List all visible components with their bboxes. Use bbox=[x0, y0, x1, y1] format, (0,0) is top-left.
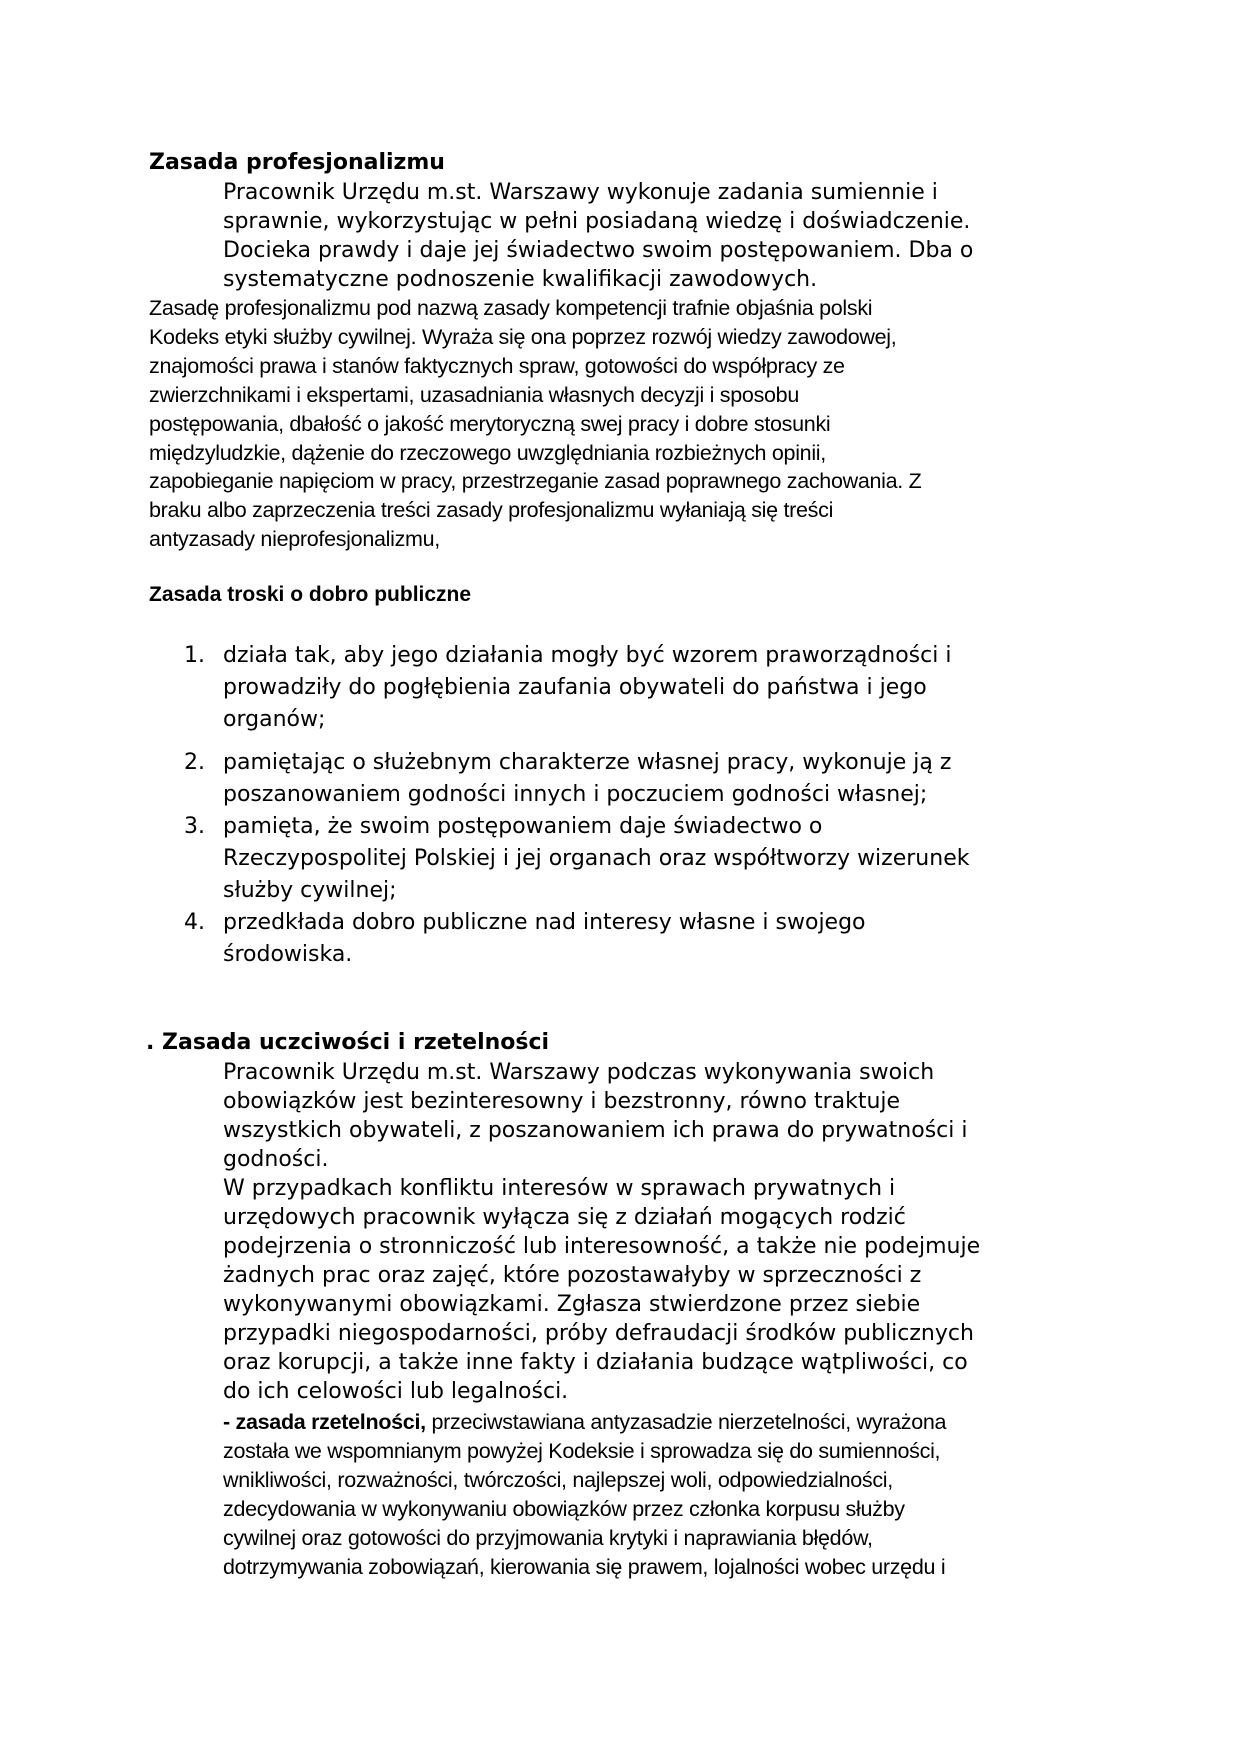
text-line: zapobieganie napięciom w pracy, przestrzeganie zasad poprawnego zachowania. Z bbox=[149, 469, 922, 494]
text-line: wykonywanymi obowiązkami. Zgłasza stwierdzone przez siebie bbox=[223, 1292, 921, 1317]
bold-term: - zasada rzetelności, bbox=[223, 1410, 426, 1434]
text-line: W przypadkach konfliktu interesów w sprawach prywatnych i bbox=[223, 1176, 896, 1201]
text-line: środowiska. bbox=[223, 942, 353, 967]
text-line bbox=[223, 1408, 946, 1437]
text-line: międzyludzkie, dążenie do rzeczowego uwzględniania rozbieżnych opinii, bbox=[149, 440, 826, 465]
text-line: dotrzymywania zobowiązań, kierowania się prawem, lojalności wobec urzędu i bbox=[223, 1554, 946, 1579]
text-line: żadnych prac oraz zajęć, które pozostawałyby w sprzeczności z bbox=[223, 1263, 922, 1288]
text-line: oraz korupcji, a także inne fakty i działania budzące wątpliwości, co bbox=[223, 1350, 968, 1375]
text-line: przypadki niegospodarności, próby defraudacji środków publicznych bbox=[223, 1321, 974, 1346]
text-line: wszystkich obywateli, z poszanowaniem ich prawa do prywatności i bbox=[223, 1118, 968, 1143]
heading-honesty: . Zasada uczciwości i rzetelności bbox=[146, 1030, 550, 1055]
text-line: Pracownik Urzędu m.st. Warszawy podczas wykonywania swoich bbox=[223, 1060, 935, 1085]
text-line: Pracownik Urzędu m.st. Warszawy wykonuje zadania sumiennie i bbox=[223, 180, 938, 205]
list-number: 3. bbox=[184, 814, 205, 839]
text-line: Kodeks etyki służby cywilnej. Wyraża się ona poprzez rozwój wiedzy zawodowej, bbox=[149, 324, 897, 349]
honesty-body bbox=[223, 1408, 946, 1581]
honesty-quote bbox=[223, 1058, 980, 1406]
text-line: podejrzenia o stronniczość lub interesowność, a także nie podejmuje bbox=[223, 1234, 981, 1259]
text-line: Docieka prawdy i daje jej świadectwo swoim postępowaniem. Dba o bbox=[223, 238, 974, 263]
heading-public-good: Zasada troski o dobro publiczne bbox=[149, 583, 472, 606]
text-line: postępowania, dbałość o jakość merytoryczną swej pracy i dobre stosunki bbox=[149, 411, 831, 436]
text-line: wnikliwości, rozważności, twórczości, najlepszej woli, odpowiedzialności, bbox=[223, 1467, 893, 1492]
list-number: 4. bbox=[184, 910, 205, 935]
text-fragment: przeciwstawiana antyzasadzie nierzetelności, wyrażona bbox=[425, 1410, 947, 1434]
text-line: służby cywilnej; bbox=[223, 878, 397, 903]
heading-professionalism: Zasada profesjonalizmu bbox=[149, 150, 445, 175]
text-line: zwierzchnikami i ekspertami, uzasadniania własnych decyzji i sposobu bbox=[149, 382, 799, 407]
professionalism-body bbox=[149, 294, 921, 554]
text-line: pamiętając o służebnym charakterze własnej pracy, wykonuje ją z bbox=[223, 750, 952, 775]
text-line: cywilnej oraz gotowości do przyjmowania krytyki i naprawiania błędów, bbox=[223, 1525, 873, 1550]
text-line: obowiązków jest bezinteresowny i bezstronny, równo traktuje bbox=[223, 1089, 901, 1114]
text-line: sprawnie, wykorzystując w pełni posiadaną wiedzę i doświadczenie. bbox=[223, 209, 971, 234]
text-line: systematyczne podnoszenie kwalifikacji zawodowych. bbox=[223, 267, 818, 292]
list-number: 1. bbox=[184, 643, 205, 668]
text-line: pamięta, że swoim postępowaniem daje świadectwo o bbox=[223, 814, 823, 839]
text-line: została we wspomnianym powyżej Kodeksie i sprowadza się do sumienności, bbox=[223, 1438, 941, 1463]
list-number: 2. bbox=[184, 750, 205, 775]
text-line: Rzeczypospolitej Polskiej i jej organach oraz współtworzy wizerunek bbox=[223, 846, 970, 871]
text-line: do ich celowości lub legalności. bbox=[223, 1379, 569, 1404]
text-line: Zasadę profesjonalizmu pod nazwą zasady kompetencji trafnie objaśnia polski bbox=[149, 296, 873, 320]
text-line: godności. bbox=[223, 1147, 329, 1172]
text-line: poszanowaniem godności innych i poczuciem godności własnej; bbox=[223, 782, 928, 807]
text-line: braku albo zaprzeczenia treści zasady profesjonalizmu wyłaniają się treści bbox=[149, 498, 834, 523]
text-line: antyzasady nieprofesjonalizmu, bbox=[149, 527, 440, 552]
text-line: urzędowych pracownik wyłącza się z działań mogących rodzić bbox=[223, 1205, 906, 1230]
text-line: przedkłada dobro publiczne nad interesy własne i swojego bbox=[223, 910, 866, 935]
text-line: zdecydowania w wykonywaniu obowiązków przez członka korpusu służby bbox=[223, 1496, 905, 1521]
text-line: organów; bbox=[223, 707, 326, 732]
professionalism-quote bbox=[223, 178, 973, 294]
text-line: znajomości prawa i stanów faktycznych spraw, gotowości do współpracy ze bbox=[149, 353, 845, 378]
text-line: działa tak, aby jego działania mogły być wzorem praworządności i bbox=[223, 643, 952, 668]
text-line: prowadziły do pogłębienia zaufania obywateli do państwa i jego bbox=[223, 675, 927, 700]
